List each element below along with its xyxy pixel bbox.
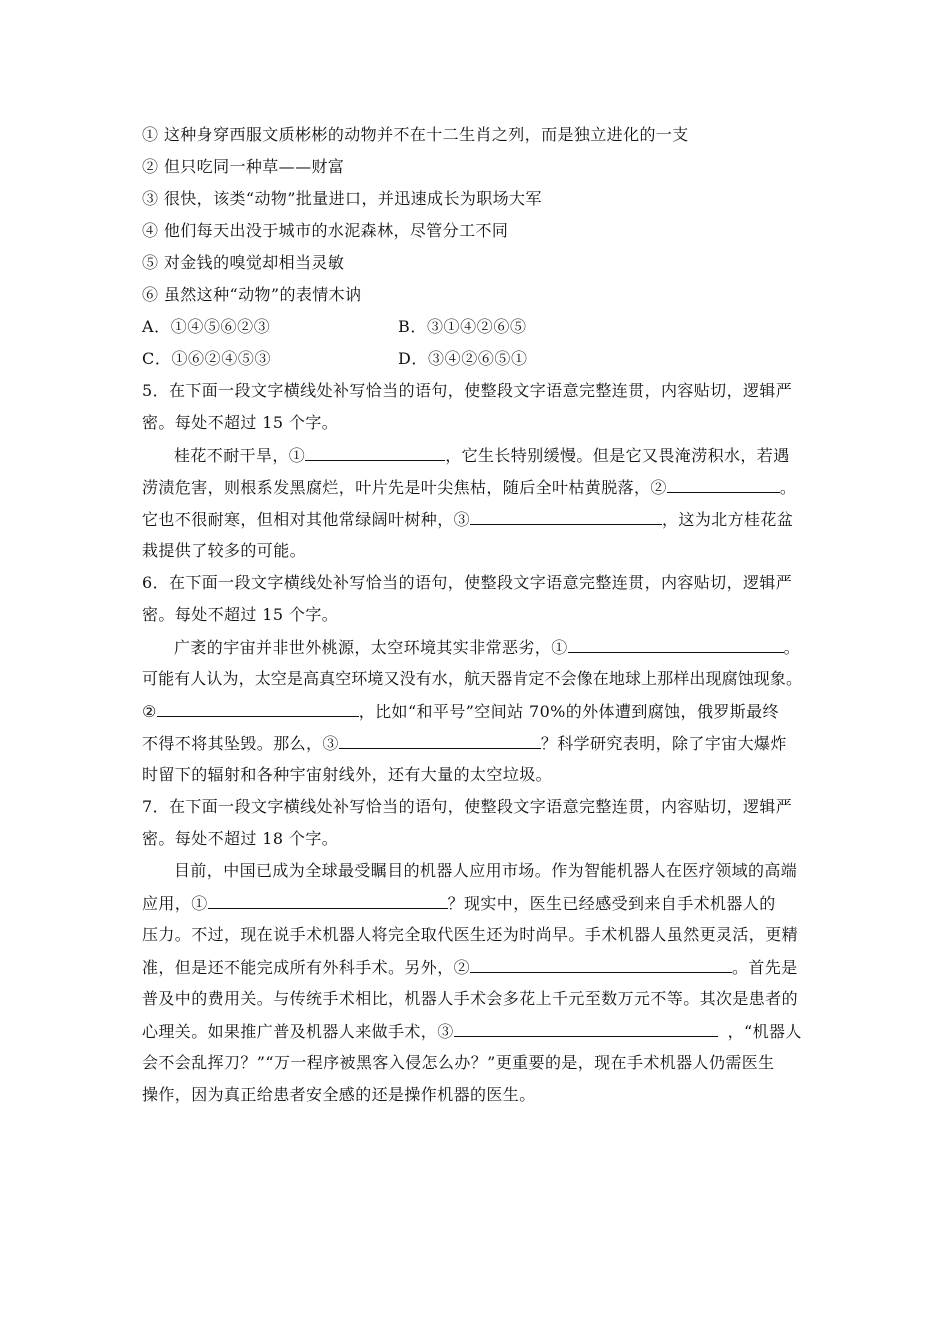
q6-text: ② bbox=[142, 702, 157, 721]
q7-text: 应用，① bbox=[142, 894, 208, 913]
q4-sentence-4: ④ 他们每天出没于城市的水泥森林，尽管分工不同 bbox=[142, 221, 509, 240]
q5-text: 桂花不耐干旱，① bbox=[174, 446, 306, 465]
q5-passage-line-4: 栽提供了较多的可能。 bbox=[142, 541, 307, 560]
q6-passage-line-4 bbox=[142, 733, 832, 754]
q7-passage-line-6 bbox=[142, 1021, 832, 1042]
q5-stem-line-2: 密。每处不超过 15 个字。 bbox=[142, 413, 339, 432]
q7-blank-1[interactable] bbox=[208, 893, 448, 909]
q7-passage-line-1: 目前，中国已成为全球最受瞩目的机器人应用市场。作为智能机器人在医疗领域的高端 bbox=[174, 861, 798, 880]
q6-blank-3[interactable] bbox=[339, 733, 541, 749]
q4-option-a: A．①④⑤⑥②③ bbox=[142, 317, 271, 336]
q7-passage-line-3: 压力。不过，现在说手术机器人将完全取代医生还为时尚早。手术机器人虽然更灵活，更精 bbox=[142, 925, 799, 944]
q5-passage-line-2 bbox=[142, 477, 832, 498]
q4-sentence-1: ① 这种身穿西服文质彬彬的动物并不在十二生肖之列，而是独立进化的一支 bbox=[142, 125, 689, 144]
q4-option-d: D．③④②⑥⑤① bbox=[398, 349, 528, 368]
q6-text: 不得不将其坠毁。那么，③ bbox=[142, 734, 339, 753]
q5-text: 。 bbox=[779, 478, 797, 497]
q6-blank-1[interactable] bbox=[568, 637, 784, 653]
q7-passage-line-5: 普及中的费用关。与传统手术相比，机器人手术会多花上千元至数万元不等。其次是患者的 bbox=[142, 989, 799, 1008]
q7-text: 。首先是 bbox=[732, 958, 798, 977]
q6-text: 。 bbox=[783, 638, 801, 657]
q5-text: 涝渍危害，则根系发黑腐烂，叶片先是叶尖焦枯，随后全叶枯黄脱落，② bbox=[142, 478, 667, 497]
q7-passage-line-7: 会不会乱挥刀？”“万一程序被黑客入侵怎么办？”更重要的是，现在手术机器人仍需医生 bbox=[142, 1053, 775, 1072]
q5-passage-line-1 bbox=[174, 445, 864, 466]
q7-text: 准，但是还不能完成所有外科手术。另外，② bbox=[142, 958, 471, 977]
q5-passage-line-3 bbox=[142, 509, 832, 530]
q4-sentence-6: ⑥ 虽然这种“动物”的表情木讷 bbox=[142, 285, 362, 304]
q6-text: 广袤的宇宙并非世外桃源，太空环境其实非常恶劣，① bbox=[174, 638, 568, 657]
q4-sentence-3: ③ 很快，该类“动物”批量进口，并迅速成长为职场大军 bbox=[142, 189, 542, 208]
q7-stem-line-2: 密。每处不超过 18 个字。 bbox=[142, 829, 339, 848]
q7-text: ？现实中，医生已经感受到来自手术机器人的 bbox=[447, 894, 776, 913]
q5-text: ，这为北方桂花盆 bbox=[662, 510, 794, 529]
q5-blank-2[interactable] bbox=[667, 477, 780, 493]
q4-sentence-2: ② 但只吃同一种草——财富 bbox=[142, 157, 345, 176]
q7-blank-2[interactable] bbox=[470, 957, 732, 973]
q5-text: ，它生长特别缓慢。但是它又畏淹涝积水，若遇 bbox=[445, 446, 790, 465]
q6-text: ，比如“和平号”空间站 70%的外体遭到腐蚀，俄罗斯最终 bbox=[358, 702, 779, 721]
q7-stem-line-1: 7．在下面一段文字横线处补写恰当的语句，使整段文字语意完整连贯，内容贴切，逻辑严 bbox=[142, 797, 793, 816]
q7-text: ，“机器人 bbox=[727, 1022, 802, 1041]
q6-passage-line-2: 可能有人认为，太空是高真空环境又没有水，航天器肯定不会像在地球上那样出现腐蚀现象。 bbox=[142, 669, 803, 688]
q7-passage-line-4 bbox=[142, 957, 832, 978]
q6-passage-line-3 bbox=[142, 701, 832, 722]
q7-passage-line-2 bbox=[142, 893, 832, 914]
q7-text: 心理关。如果推广普及机器人来做手术，③ bbox=[142, 1022, 454, 1041]
q4-sentence-5: ⑤ 对金钱的嗅觉却相当灵敏 bbox=[142, 253, 345, 272]
q6-blank-2[interactable] bbox=[157, 701, 359, 717]
q4-option-c: C．①⑥②④⑤③ bbox=[142, 349, 272, 368]
q6-stem-line-2: 密。每处不超过 15 个字。 bbox=[142, 605, 339, 624]
q5-text: 它也不很耐寒，但相对其他常绿阔叶树种，③ bbox=[142, 510, 471, 529]
q6-stem-line-1: 6．在下面一段文字横线处补写恰当的语句，使整段文字语意完整连贯，内容贴切，逻辑严 bbox=[142, 573, 793, 592]
q4-option-b: B．③①④②⑥⑤ bbox=[398, 317, 527, 336]
q6-passage-line-5: 时留下的辐射和各种宇宙射线外，还有大量的太空垃圾。 bbox=[142, 765, 553, 784]
q7-passage-line-8: 操作，因为真正给患者安全感的还是操作机器的医生。 bbox=[142, 1085, 536, 1104]
q6-passage-line-1 bbox=[174, 637, 864, 658]
q6-text: ？科学研究表明，除了宇宙大爆炸 bbox=[540, 734, 787, 753]
q7-blank-3[interactable] bbox=[454, 1021, 718, 1037]
q5-blank-3[interactable] bbox=[470, 509, 662, 525]
q5-stem-line-1: 5．在下面一段文字横线处补写恰当的语句，使整段文字语意完整连贯，内容贴切，逻辑严 bbox=[142, 381, 793, 400]
q5-blank-1[interactable] bbox=[305, 445, 445, 461]
